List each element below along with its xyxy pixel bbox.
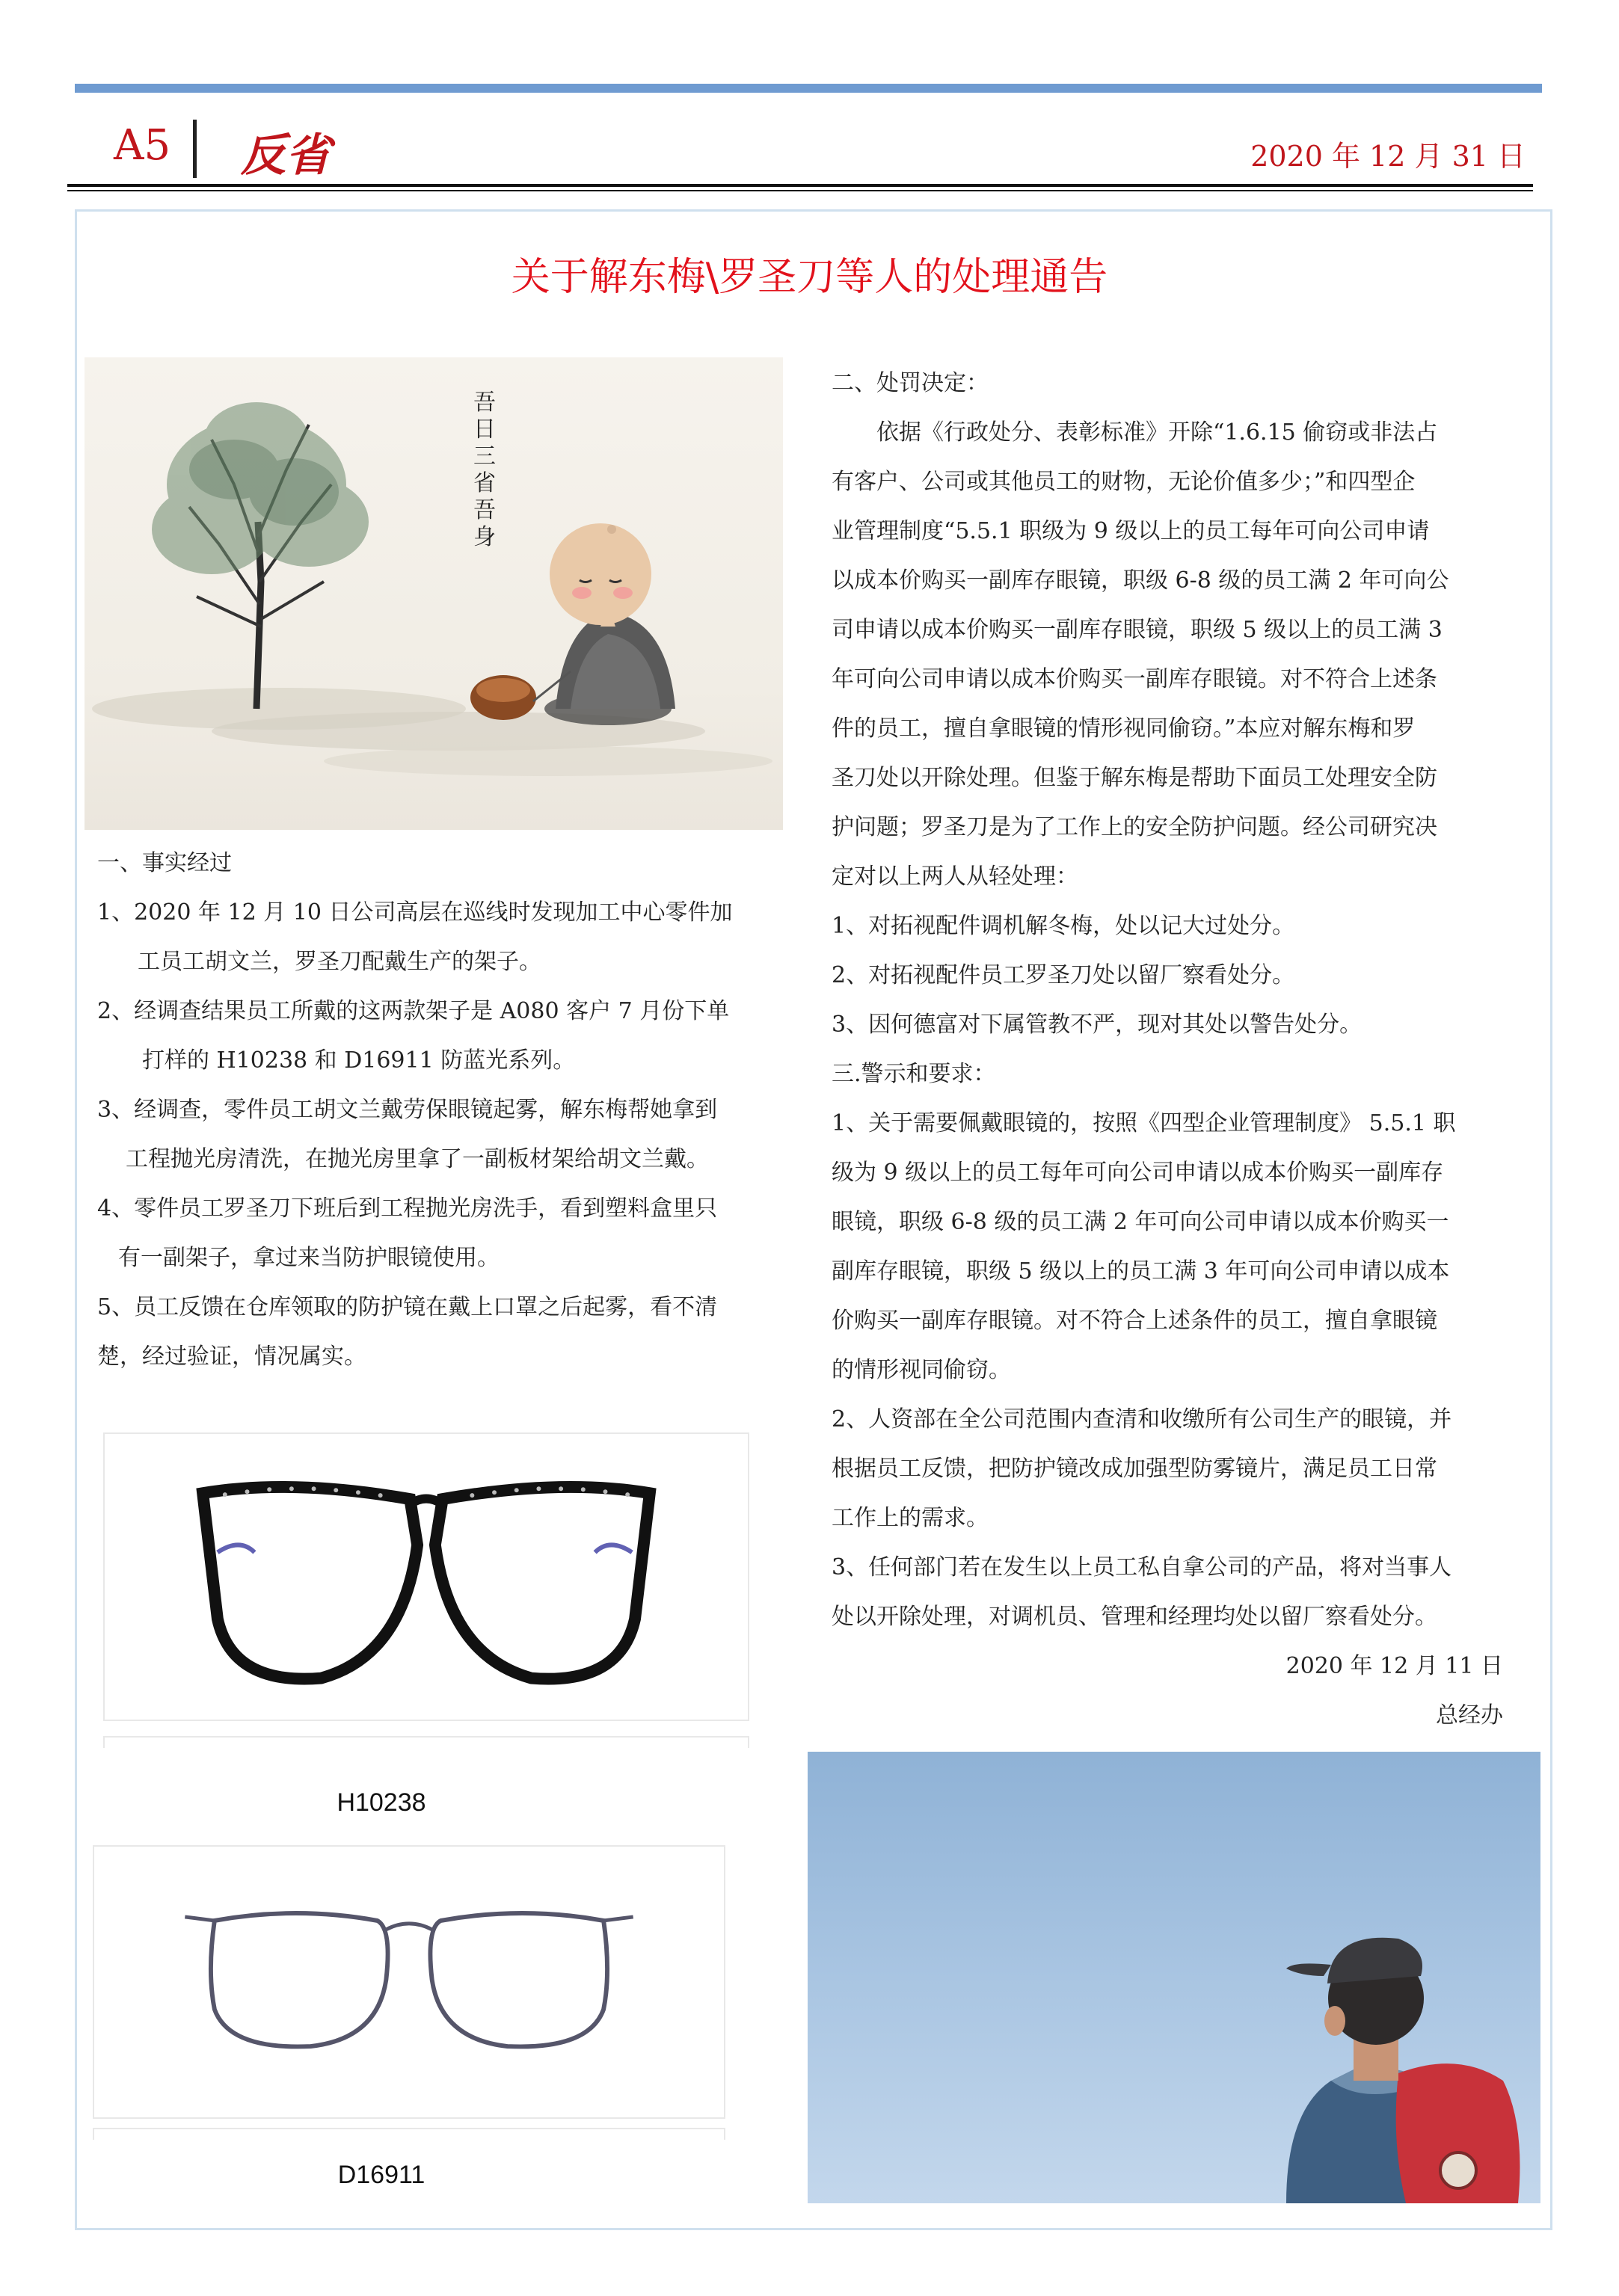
issue-date: 2020 年 12 月 31 日	[1250, 140, 1526, 173]
penalty-para-line9: 护问题；罗圣刀是为了工作上的安全防护问题。经公司研究决	[832, 814, 1437, 840]
section-name: 反省	[241, 129, 331, 182]
penalty-para-line6: 年可向公司申请以成本价购买一副库存眼镜。对不符合上述条	[832, 666, 1437, 692]
fact-2-line1: 2、经调查结果员工所戴的这两款架子是 A080 客户 7 月份下单	[97, 998, 730, 1024]
fact-4-line2: 有一副架子，拿过来当防护眼镜使用。	[118, 1245, 500, 1271]
fact-1-line2: 工员工胡文兰，罗圣刀配戴生产的架子。	[138, 949, 541, 975]
header-rule-thin	[67, 190, 1533, 191]
fact-2-line2: 打样的 H10238 和 D16911 防蓝光系列。	[142, 1047, 576, 1074]
header-divider	[193, 120, 197, 178]
header-rule	[67, 184, 1533, 187]
req1-line2: 级为 9 级以上的员工每年可向公司申请以成本价购买一副库存	[832, 1160, 1444, 1186]
sign-org: 总经办	[1436, 1702, 1503, 1729]
page-header	[67, 120, 1533, 191]
fact-5-line1: 5、员工反馈在仓库领取的防护镜在戴上口罩之后起雾，看不清	[97, 1294, 718, 1320]
decision-1: 1、对拓视配件调机解冬梅，处以记大过处分。	[832, 913, 1295, 939]
requirements-heading: 三.警示和要求：	[832, 1061, 996, 1087]
decision-3: 3、因何德富对下属管教不严，现对其处以警告处分。	[832, 1012, 1363, 1038]
req2-line2: 根据员工反馈，把防护镜改成加强型防雾镜片，满足员工日常	[832, 1456, 1437, 1482]
fact-4-line1: 4、零件员工罗圣刀下班后到工程抛光房洗手，看到塑料盒里只	[97, 1195, 718, 1222]
penalty-para-line10: 定对以上两人从轻处理：	[832, 864, 1078, 890]
article-title: 关于解东梅\罗圣刀等人的处理通告	[511, 255, 1108, 300]
sign-date: 2020 年 12 月 11 日	[1285, 1653, 1503, 1679]
penalty-para-line2: 有客户、公司或其他员工的财物，无论价值多少；”和四型企	[832, 469, 1416, 495]
glasses-image-d16911	[93, 1845, 725, 2119]
penalty-para-line7: 件的员工，擅自拿眼镜的情形视同偷窃。”本应对解东梅和罗	[832, 715, 1416, 742]
penalty-para-line3: 业管理制度“5.5.1 职级为 9 级以上的员工每年可向公司申请	[832, 518, 1430, 544]
req2-line3: 工作上的需求。	[832, 1505, 989, 1531]
top-accent-bar	[75, 84, 1542, 93]
penalty-para-line5: 司申请以成本价购买一副库存眼镜，职级 5 级以上的员工满 3	[832, 617, 1443, 643]
penalty-para-line1: 依据《行政处分、表彰标准》开除“1.6.15 偷窃或非法占	[876, 419, 1438, 446]
req1-line3: 眼镜，职级 6-8 级的员工满 2 年可向公司申请以成本价购买一	[832, 1209, 1449, 1235]
req1-line1: 1、关于需要佩戴眼镜的，按照《四型企业管理制度》 5.5.1 职	[832, 1110, 1456, 1136]
req1-line5: 价购买一副库存眼镜。对不符合上述条件的员工，擅自拿眼镜	[832, 1308, 1437, 1334]
penalty-heading: 二、处罚决定：	[832, 370, 989, 396]
penalty-para-line4: 以成本价购买一副库存眼镜，职级 6-8 级的员工满 2 年可向公	[832, 567, 1449, 594]
fact-3-line1: 3、经调查，零件员工胡文兰戴劳保眼镜起雾，解东梅帮她拿到	[97, 1097, 718, 1123]
fact-3-line2: 工程抛光房清洗，在抛光房里拿了一副板材架给胡文兰戴。	[126, 1146, 709, 1172]
monk-illustration	[85, 357, 783, 830]
req1-line6: 的情形视同偷窃。	[832, 1357, 1011, 1383]
caption-d16911: D16911	[337, 2161, 426, 2189]
req1-line4: 副库存眼镜，职级 5 级以上的员工满 3 年可向公司申请以成本	[832, 1258, 1450, 1284]
illustration-caption: 吾日三省吾身	[473, 390, 496, 550]
fact-5-line2: 楚，经过验证，情况属实。	[97, 1344, 366, 1370]
decision-2: 2、对拓视配件员工罗圣刀处以留厂察看处分。	[832, 962, 1295, 988]
glasses-image-h10238-strip	[103, 1736, 749, 1748]
penalty-para-line8: 圣刀处以开除处理。但鉴于解东梅是帮助下面员工处理安全防	[832, 765, 1437, 791]
facts-heading: 一、事实经过	[97, 850, 232, 876]
sky-photo	[808, 1752, 1540, 2203]
fact-1-line1: 1、2020 年 12 月 10 日公司高层在巡线时发现加工中心零件加	[97, 899, 733, 926]
caption-h10238: H10238	[337, 1788, 426, 1817]
req3-line1: 3、任何部门若在发生以上员工私自拿公司的产品，将对当事人	[832, 1554, 1452, 1581]
section-number: A5	[114, 121, 171, 170]
glasses-image-h10238	[103, 1432, 749, 1721]
req3-line2: 处以开除处理，对调机员、管理和经理均处以留厂察看处分。	[832, 1604, 1437, 1630]
glasses-image-d16911-strip	[93, 2128, 725, 2140]
req2-line1: 2、人资部在全公司范围内查清和收缴所有公司生产的眼镜，并	[832, 1406, 1452, 1432]
